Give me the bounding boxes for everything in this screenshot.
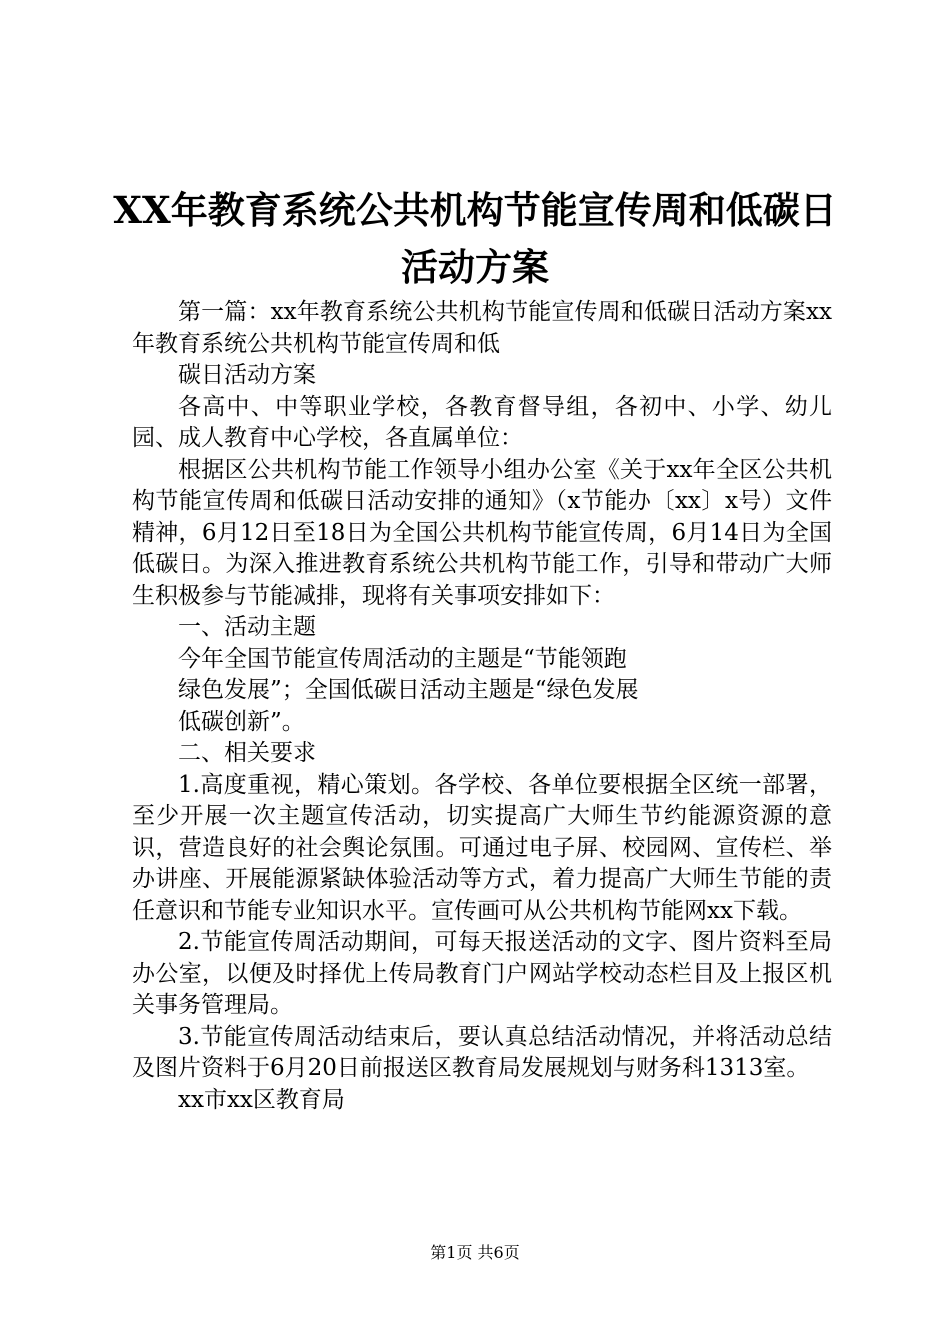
page-indicator: 第1页 共6页 xyxy=(430,1243,520,1262)
paragraph: 1.高度重视，精心策划。各学校、各单位要根据全区统一部署，至少开展一次主题宣传活动，切实提高广大师生节约能源资源的意识，营造良好的社会舆论氛围。可通过电子屏、校园网、宣传栏、举办讲座、开展能源紧缺体验活动等方式，着力提高广大师生节能的责任意识和节能专业知识水平。宣传画可从公共机构节能网xx下载。 xyxy=(132,771,832,924)
paragraph: 绿色发展”；全国低碳日活动主题是“绿色发展 xyxy=(178,677,639,703)
paragraph: 低碳创新”。 xyxy=(178,708,305,735)
paragraph: 今年全国节能宣传周活动的主题是“节能领跑 xyxy=(178,645,627,672)
paragraph: 3.节能宣传周活动结束后，要认真总结活动情况，并将活动总结及图片资料于6月20日前报送区教育局发展规划与财务科1313室。 xyxy=(132,1023,832,1081)
section-heading: 一、活动主题 xyxy=(178,614,316,640)
document-body xyxy=(132,297,832,1116)
section-heading: 二、相关要求 xyxy=(178,740,316,766)
paragraph: 根据区公共机构节能工作领导小组办公室《关于xx年全区公共机构节能宣传周和低碳日活动安排的通知》（x节能办〔xx〕x号）文件精神，6月12日至18日为全国公共机构节能宣传周，6月14日为全国低碳日。为深入推进教育系统公共机构节能工作，引导和带动广大师生积极参与节能减排，现将有关事项安排如下： xyxy=(132,456,832,609)
document-title-line-1: XX年教育系统公共机构节能宣传周和低碳日 xyxy=(113,188,837,232)
paragraph: 碳日活动方案 xyxy=(178,362,316,388)
signature-line: xx市xx区教育局 xyxy=(178,1086,345,1113)
page-footer xyxy=(0,1243,950,1263)
paragraph: 第一篇：xx年教育系统公共机构节能宣传周和低碳日活动方案xx年教育系统公共机构节能宣传周和低 xyxy=(132,299,832,357)
paragraph: 2.节能宣传周活动期间，可每天报送活动的文字、图片资料至局办公室，以便及时择优上传局教育门户网站学校动态栏目及上报区机关事务管理局。 xyxy=(132,929,832,1018)
document-title-line-2: 活动方案 xyxy=(401,245,549,289)
paragraph: 各高中、中等职业学校，各教育督导组，各初中、小学、幼儿园、成人教育中心学校，各直属单位： xyxy=(132,393,832,451)
